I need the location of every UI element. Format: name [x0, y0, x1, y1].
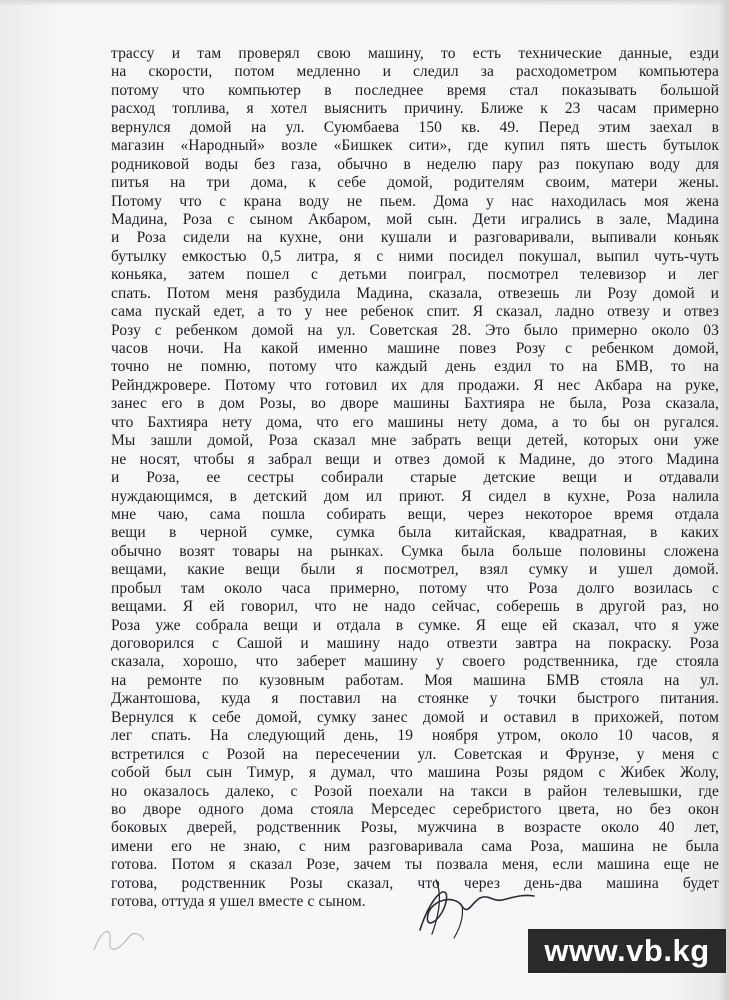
text-line: договорился с Сашой и машину надо отвезти завтра на покраску. Роза: [111, 635, 719, 652]
text-line: сама пускай едет, а то у нее ребенок спит. Я сказал, ладно отвезу и отвез: [111, 303, 719, 321]
text-line: расход топлива, я хотел выяснить причину. Ближе к 23 часам примерно: [111, 100, 719, 118]
text-line: и Роза, ее сестры собирали старые детские вещи и отдавали: [111, 469, 719, 487]
text-line: сказала, хорошо, что заберет машину у своего родственника, где стояла: [111, 653, 719, 671]
text-line: Рейнджровере. Потому что готовил их для продажи. Я нес Акбара на руке,: [111, 376, 719, 394]
text-line: готова, оттуда я ушел вместе с сыном.: [111, 893, 366, 911]
text-line: родниковой воды без газа, обычно в неделю пару раз покупаю воду для: [111, 155, 719, 173]
text-line: не носят, чтобы я забрал вещи и отвез домой к Мадине, до этого Мадина: [111, 450, 719, 468]
text-line: собой был сын Тимур, я думал, что машина Розы рядом с Жибек Жолу,: [111, 764, 719, 782]
text-line: часов ночи. На какой именно машине повез Розу с ребенком домой,: [111, 340, 719, 357]
text-line: встретился с Розой на пересечении ул. Советская и Фрунзе, у меня с: [111, 745, 719, 763]
page-edge-shadow-top: [0, 0, 729, 6]
text-line: вернулся домой на ул. Суюмбаева 150 кв. 49. Перед этим заехал в: [111, 118, 719, 136]
text-line: на скорости, потом медленно и следил за расходометром компьютера: [111, 63, 719, 81]
text-line: Роза уже собрала вещи и отдала в сумке. Я еще ей сказал, что я уже: [111, 616, 719, 634]
text-line: что Бахтияра нету дома, что его машины нету дома, а то бы он ругался.: [111, 413, 719, 431]
text-line: но оказалось далеко, с Розой поехали на такси в район телевышки, где: [111, 782, 719, 800]
text-line: боковых дверей, родственник Розы, мужчина в возрасте около 40 лет,: [111, 819, 719, 837]
text-line: готова. Потом я сказал Розе, зачем ты позвала меня, если машина еще не: [111, 856, 719, 874]
text-line: точно не помню, потому что каждый день ездил то на БМВ, то на: [111, 358, 719, 376]
text-line: во дворе одного дома стояла Мерседес серебристого цвета, но без окон: [111, 800, 719, 818]
text-line: Мадина, Роза с сыном Акбаром, мой сын. Дети игрались в зале, Мадина: [111, 210, 719, 228]
handwritten-signature: [402, 872, 542, 942]
faint-signature-bleed: [88, 920, 148, 960]
page-edge-shadow-right: [719, 0, 729, 1000]
text-line: мне чаю, сама пошла собирать вещи, через некоторое время отдала: [111, 505, 719, 523]
text-line: имени его не знаю, с ним разговаривала сама Роза, машина не была: [111, 837, 719, 855]
text-line: трассу и там проверял свою машину, то есть технические данные, езди: [111, 45, 719, 62]
site-watermark: www.vb.kg: [528, 929, 726, 973]
text-line: Джантошова, куда я поставил на стоянке у точки быстрого питания.: [111, 690, 719, 708]
text-line: вещи в черной сумке, сумка была китайская, квадратная, в каких: [111, 524, 719, 542]
text-line: нуждающимся, в детский дом ил приют. Я сидел в кухне, Роза налила: [111, 487, 719, 505]
text-line: занес его в дом Розы, во дворе машины Бахтияра не была, Роза сказала,: [111, 395, 719, 413]
text-line: Потому что с крана воду не пьем. Дома у нас находилась моя жена: [111, 192, 719, 210]
text-line: спать. Потом меня разбудила Мадина, сказала, отвезешь ли Розу домой и: [111, 284, 719, 302]
text-line: коньяка, затем пошел с детьми поиграл, посмотрел телевизор и лег: [111, 266, 719, 284]
text-line: на ремонте по кузовным работам. Моя машина БМВ стояла на ул.: [111, 671, 719, 689]
text-line: бутылку емкостью 0,5 литра, я с ними посидел покушал, выпил чуть-чуть: [111, 247, 719, 265]
text-line: пробыл там около часа примерно, потому что Роза долго возилась с: [111, 579, 719, 597]
text-line: вещами, какие вещи были я посмотрел, взял сумку и ушел домой.: [111, 561, 719, 579]
text-line: вещами. Я ей говорил, что не надо сейчас, соберешь в другой раз, но: [111, 598, 719, 616]
text-line: питья на три дома, к себе домой, родителям своим, матери жены.: [111, 174, 719, 192]
document-body: [111, 45, 719, 912]
text-line: Вернулся к себе домой, сумку занес домой и оставил в прихожей, потом: [111, 708, 719, 726]
text-line: лег спать. На следующий день, 19 ноября утром, около 10 часов, я: [111, 727, 719, 745]
text-line: Розу с ребенком домой на ул. Советская 28. Это было примерно около 03: [111, 321, 719, 339]
text-line: обычно возят товары на рынках. Сумка была больше половины сложена: [111, 542, 719, 560]
text-line: магазин «Народный» возле «Бишкек сити», где купил пять шесть бутылок: [111, 137, 719, 155]
text-line: и Роза сидели на кухне, они кушали и разговаривали, выпивали коньяк: [111, 229, 719, 247]
text-line: потому что компьютер в последнее время стал показывать большой: [111, 81, 719, 99]
text-line: готова, родственник Розы сказал, что через день-два машина будет: [111, 874, 719, 892]
text-line: Мы зашли домой, Роза сказал мне забрать вещи детей, которых они уже: [111, 432, 719, 450]
